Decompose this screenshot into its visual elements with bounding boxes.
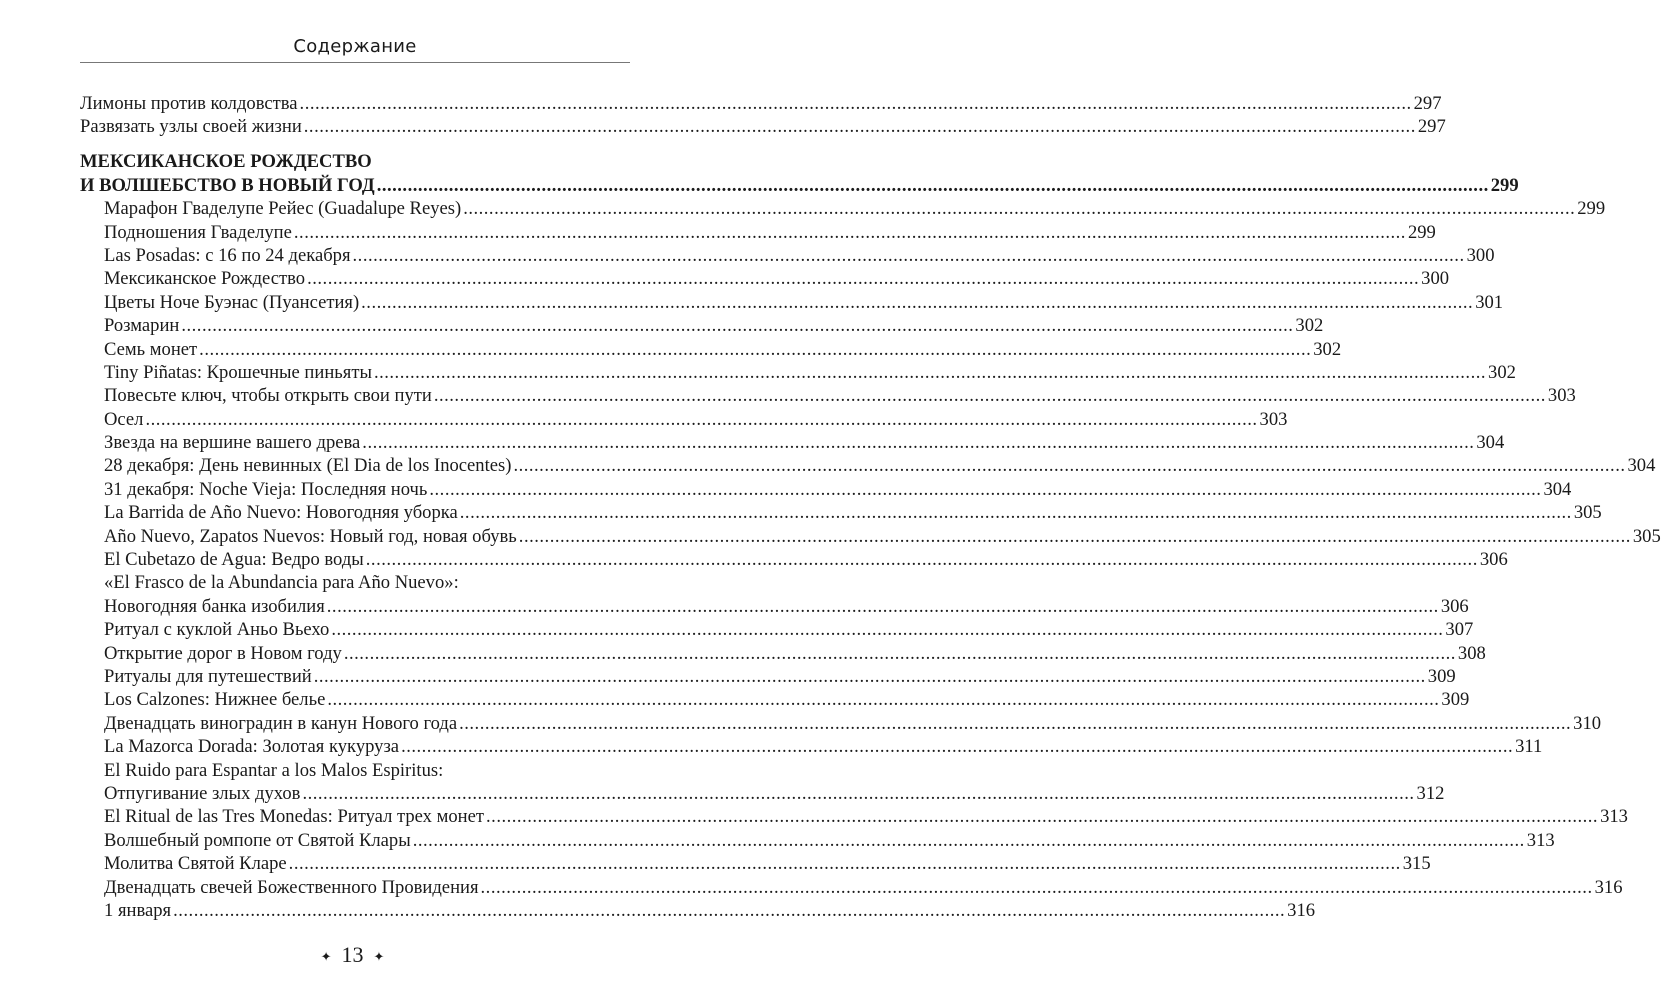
section-page: 299 (1490, 174, 1519, 196)
toc-entry-title: Повесьте ключ, чтобы открыть свои пути (104, 385, 432, 407)
toc-entry[interactable] (80, 665, 1456, 688)
dot-leader (463, 197, 1575, 220)
toc-entry-page: 302 (1313, 338, 1342, 360)
dot-leader (344, 642, 1456, 665)
toc-entry[interactable] (80, 478, 1572, 501)
toc-entry[interactable] (80, 267, 1450, 290)
toc-entry-title: Año Nuevo, Zapatos Nuevos: Новый год, новая обувь (104, 525, 517, 547)
toc-entry[interactable] (80, 805, 1628, 828)
dot-leader (314, 665, 1426, 688)
toc-entry-title: Tiny Piñatas: Крошечные пиньяты (104, 361, 372, 383)
dot-leader (307, 267, 1419, 290)
section-entries-3 (80, 805, 1628, 922)
dot-leader (304, 115, 1416, 138)
toc-entry[interactable] (80, 338, 1342, 361)
toc-entry-page: 299 (1407, 221, 1436, 243)
toc-entry-page: 304 (1543, 478, 1572, 500)
toc-entry[interactable] (80, 361, 1516, 384)
toc-entry-title: Цветы Ноче Буэнас (Пуансетия) (104, 291, 360, 313)
toc-entry-page: 299 (1577, 198, 1606, 220)
toc-entry-page: 307 (1445, 619, 1474, 641)
dot-leader (361, 291, 1473, 314)
dot-leader (377, 174, 1489, 197)
toc-entry[interactable] (80, 548, 1508, 571)
page-folio (0, 942, 705, 970)
toc-entry-page: 306 (1440, 595, 1469, 617)
toc-entry[interactable] (80, 291, 1504, 314)
dot-leader (362, 431, 1474, 454)
toc-entry-frasco-line1[interactable]: «El Frasco de la Abundancia para Año Nuevo»: (104, 572, 459, 594)
toc-entry-title: Ритуалы для путешествий (104, 665, 312, 687)
toc-entry[interactable] (80, 501, 1602, 524)
toc-entry-page: 302 (1488, 361, 1516, 383)
toc-entry-page: 305 (1632, 525, 1661, 547)
dot-leader (173, 899, 1285, 922)
toc-entry[interactable] (80, 431, 1505, 454)
toc-entry[interactable] (80, 384, 1576, 407)
toc-entry-page: 304 (1627, 455, 1656, 477)
page-number: 13 (341, 942, 364, 967)
toc-entry-title: 31 декабря: Noche Vieja: Последняя ночь (104, 478, 428, 500)
ornament-right-icon: ✦ (373, 948, 385, 964)
toc-entry-title: El Cubetazo de Agua: Ведро воды (104, 549, 364, 571)
toc-entry[interactable] (80, 829, 1555, 852)
toc-entry-title: Ритуал с куклой Аньо Вьехо (104, 619, 330, 641)
toc-entry-page: 305 (1573, 502, 1602, 524)
running-head: Содержание (293, 36, 417, 57)
toc-entry-page: 303 (1259, 408, 1288, 430)
toc-entry-page: 313 (1526, 829, 1555, 851)
toc-entry-title: Отпугивание злых духов (104, 782, 301, 804)
toc-entry-page: 297 (1413, 93, 1442, 114)
toc-entry[interactable] (80, 642, 1486, 665)
dot-leader (413, 829, 1525, 852)
toc-entry-title: La Barrida de Año Nuevo: Новогодняя уборка (104, 502, 458, 524)
toc-entry-page: 309 (1427, 665, 1456, 687)
toc-entry-title: Развязать узлы своей жизни (80, 116, 302, 138)
dot-leader (513, 454, 1625, 477)
toc-entry-title: Двенадцать свечей Божественного Провидения (104, 876, 479, 898)
dot-leader (429, 478, 1541, 501)
dot-leader (181, 314, 1293, 337)
dot-leader (434, 384, 1546, 407)
toc-entry-page: 297 (1417, 116, 1446, 138)
ornament-left-icon: ✦ (320, 948, 332, 964)
toc-entry-title: Los Calzones: Нижнее белье (104, 689, 326, 711)
toc-entry-page: 312 (1416, 782, 1445, 804)
section-entries-2 (80, 618, 1602, 758)
toc-entry-ruido-line1[interactable]: El Ruido para Espantar a los Malos Espiritus: (104, 759, 444, 781)
dot-leader (460, 501, 1572, 524)
toc-entry-page: 315 (1402, 853, 1431, 875)
dot-leader (294, 221, 1406, 244)
toc-entry[interactable] (80, 197, 1606, 220)
toc-entry[interactable] (80, 314, 1324, 337)
section-title-line1[interactable]: МЕКСИКАНСКОЕ РОЖДЕСТВО (80, 150, 372, 172)
toc-entry-page: 308 (1457, 642, 1486, 664)
toc-entry-title: Звезда на вершине вашего древа (104, 432, 361, 454)
toc-entry-title: Двенадцать виноградин в канун Нового года (104, 712, 458, 734)
toc-entry[interactable] (80, 852, 1431, 875)
toc-entry[interactable] (80, 244, 1495, 267)
toc-entry-page: 310 (1573, 712, 1602, 734)
toc-entry-title: Молитва Святой Кларе (104, 853, 287, 875)
toc-entry-title: Las Posadas: с 16 по 24 декабря (104, 244, 351, 266)
toc-entry-page: 316 (1594, 876, 1623, 898)
toc-entry-page: 300 (1421, 268, 1450, 290)
dot-leader (459, 712, 1571, 735)
toc-entry-title: Марафон Гваделупе Рейес (Guadalupe Reyes) (104, 198, 462, 220)
toc-section (80, 150, 1519, 197)
dot-leader (481, 876, 1593, 899)
toc-entry[interactable] (80, 712, 1602, 735)
dot-leader (145, 408, 1257, 431)
toc-entry-title: Семь монет (104, 338, 198, 360)
toc-entry-page: 309 (1441, 689, 1470, 711)
toc-entry[interactable] (80, 221, 1436, 244)
dot-leader (302, 782, 1414, 805)
dot-leader (327, 595, 1439, 618)
toc-entry-page: 300 (1466, 244, 1495, 266)
dot-leader (353, 244, 1465, 267)
toc-entry[interactable] (80, 454, 1656, 477)
toc-entry-page: 302 (1295, 315, 1324, 337)
toc-entry[interactable] (80, 899, 1316, 922)
toc-entry-frasco[interactable] (80, 595, 1469, 618)
dot-leader (300, 92, 1412, 115)
dot-leader (327, 688, 1439, 711)
toc-entry-page: 306 (1479, 549, 1508, 571)
toc-entry-page: 303 (1547, 385, 1576, 407)
header-rule (80, 62, 630, 63)
toc-entry-page: 313 (1600, 806, 1628, 828)
toc-entry[interactable] (80, 688, 1470, 711)
section-title-entry[interactable] (80, 174, 1519, 197)
toc-entry-title: Новогодняя банка изобилия (104, 595, 325, 617)
dot-leader (331, 618, 1443, 641)
toc-entry-title: Осел (104, 408, 144, 430)
toc-entry-title: Открытие дорог в Новом году (104, 642, 342, 664)
toc-entry-title: Подношения Гваделупе (104, 221, 292, 243)
toc-entry[interactable] (80, 92, 1442, 115)
dot-leader (486, 805, 1598, 828)
dot-leader (199, 338, 1311, 361)
toc-entry-title: 28 декабря: День невинных (El Dia de los Inocentes) (104, 455, 512, 477)
toc-entry-title: Волшебный ромпопе от Святой Клары (104, 829, 411, 851)
toc-entry[interactable] (80, 408, 1288, 431)
toc-entry-page: 311 (1515, 736, 1543, 758)
toc-entry-page: 301 (1475, 291, 1504, 313)
toc-entry-ruido[interactable] (80, 782, 1445, 805)
toc-entry[interactable] (80, 876, 1623, 899)
toc-entry-title: La Mazorca Dorada: Золотая кукуруза (104, 736, 400, 758)
toc-entry-title: El Ritual de las Tres Monedas: Ритуал трех монет (104, 806, 485, 828)
dot-leader (374, 361, 1486, 384)
toc-entry[interactable] (80, 525, 1661, 548)
dot-leader (519, 525, 1631, 548)
toc-entry-title: Мексиканское Рождество (104, 268, 306, 290)
toc-entry[interactable] (80, 618, 1474, 641)
table-of-contents (80, 92, 1661, 922)
toc-entry-page: 316 (1287, 899, 1316, 921)
toc-entry-title: Лимоны против колдовства (80, 93, 298, 114)
dot-leader (401, 735, 1513, 758)
toc-entry-title: Розмарин (104, 315, 180, 337)
dot-leader (366, 548, 1478, 571)
toc-entry[interactable] (80, 735, 1543, 758)
section-title-line2: И ВОЛШЕБСТВО В НОВЫЙ ГОД (80, 174, 375, 196)
dot-leader (289, 852, 1401, 875)
section-entries (80, 197, 1661, 571)
toc-entry[interactable] (80, 115, 1446, 138)
toc-entry-page: 304 (1476, 432, 1505, 454)
toc-entry-title: 1 января (104, 899, 172, 921)
